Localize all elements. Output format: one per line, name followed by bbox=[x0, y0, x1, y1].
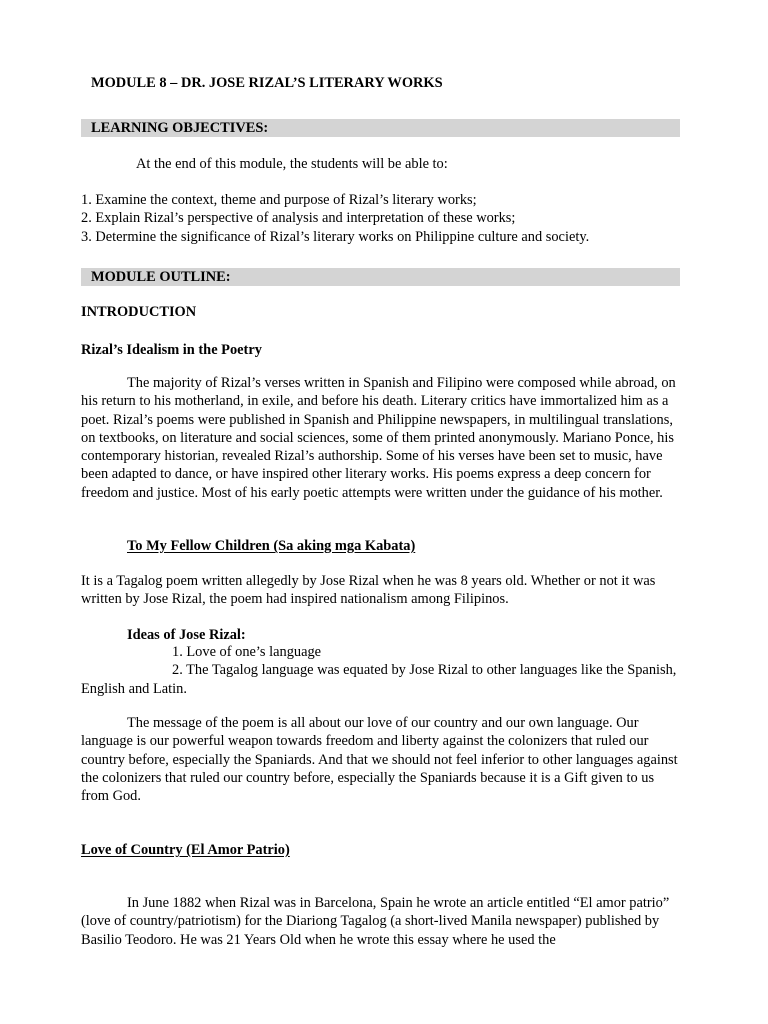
module-title: MODULE 8 – DR. JOSE RIZAL’S LITERARY WORKS bbox=[91, 75, 443, 91]
idea-item: 2. The Tagalog language was equated by Jose Rizal to other languages like the Spanish, English and Latin. bbox=[81, 662, 677, 697]
poem-paragraph: It is a Tagalog poem written allegedly by Jose Rizal when he was 8 years old. Whether or not it was written by Jose Rizal, the poem had inspired nationalism among Filipinos. bbox=[81, 573, 656, 608]
objective-item: 1. Examine the context, theme and purpose of Rizal’s literary works; bbox=[81, 192, 477, 208]
ideas-list bbox=[81, 643, 681, 698]
module-outline-bar bbox=[81, 268, 680, 286]
message-paragraph: The message of the poem is all about our love of our country and our own language. Our language is our powerful weapon towards freedom and liberty against the colonizers that ruled our country before, especially the Spaniards. And that we should not feel inferior to other languages against the colonizers that ruled our country before, especially the Spaniards because it is a Gift given to us from God. bbox=[81, 715, 678, 805]
objective-item: 3. Determine the significance of Rizal’s literary works on Philippine culture and society. bbox=[81, 228, 590, 245]
country-heading: Love of Country (El Amor Patrio) bbox=[81, 842, 290, 858]
objective-item: 2. Explain Rizal’s perspective of analysis and interpretation of these works; bbox=[81, 210, 516, 227]
country-paragraph: In June 1882 when Rizal was in Barcelona, Spain he wrote an article entitled “El amor patrio” (love of country/patriotism) for the Diariong Tagalog (a short-lived Manila newspaper) published by Basilio Teodoro. He was 21 Years Old when he wrote this essay where he used the bbox=[81, 895, 670, 948]
poem-heading: To My Fellow Children (Sa aking mga Kabata) bbox=[127, 538, 416, 554]
idealism-paragraph: The majority of Rizal’s verses written in Spanish and Filipino were composed while abroad, on his return to his motherland, in exile, and before his death. Literary critics have immortalized him as a poet. Rizal’s poems were published in Spanish and Philippine newspapers, in multilingual translations, on textbooks, on literature and social sciences, some of them printed anonymously. Mariano Ponce, his contemporary historian, revealed Rizal’s authorship. Some of his verses have been set to music, have been adapted to dance, or have inspired other literary works. His poems express a deep concern for freedom and justice. Most of his early poetic attempts were written under the guidance of his mother. bbox=[81, 375, 676, 501]
objectives-intro: At the end of this module, the students will be able to: bbox=[136, 156, 448, 172]
module-outline-heading: MODULE OUTLINE: bbox=[91, 269, 231, 285]
idea-item: 1. Love of one’s language bbox=[172, 644, 322, 660]
introduction-heading: INTRODUCTION bbox=[81, 304, 197, 320]
idealism-subheading: Rizal’s Idealism in the Poetry bbox=[81, 342, 262, 358]
objectives-list bbox=[81, 191, 681, 246]
learning-objectives-heading: LEARNING OBJECTIVES: bbox=[91, 120, 269, 136]
learning-objectives-bar bbox=[81, 119, 680, 137]
ideas-heading: Ideas of Jose Rizal: bbox=[127, 627, 246, 643]
